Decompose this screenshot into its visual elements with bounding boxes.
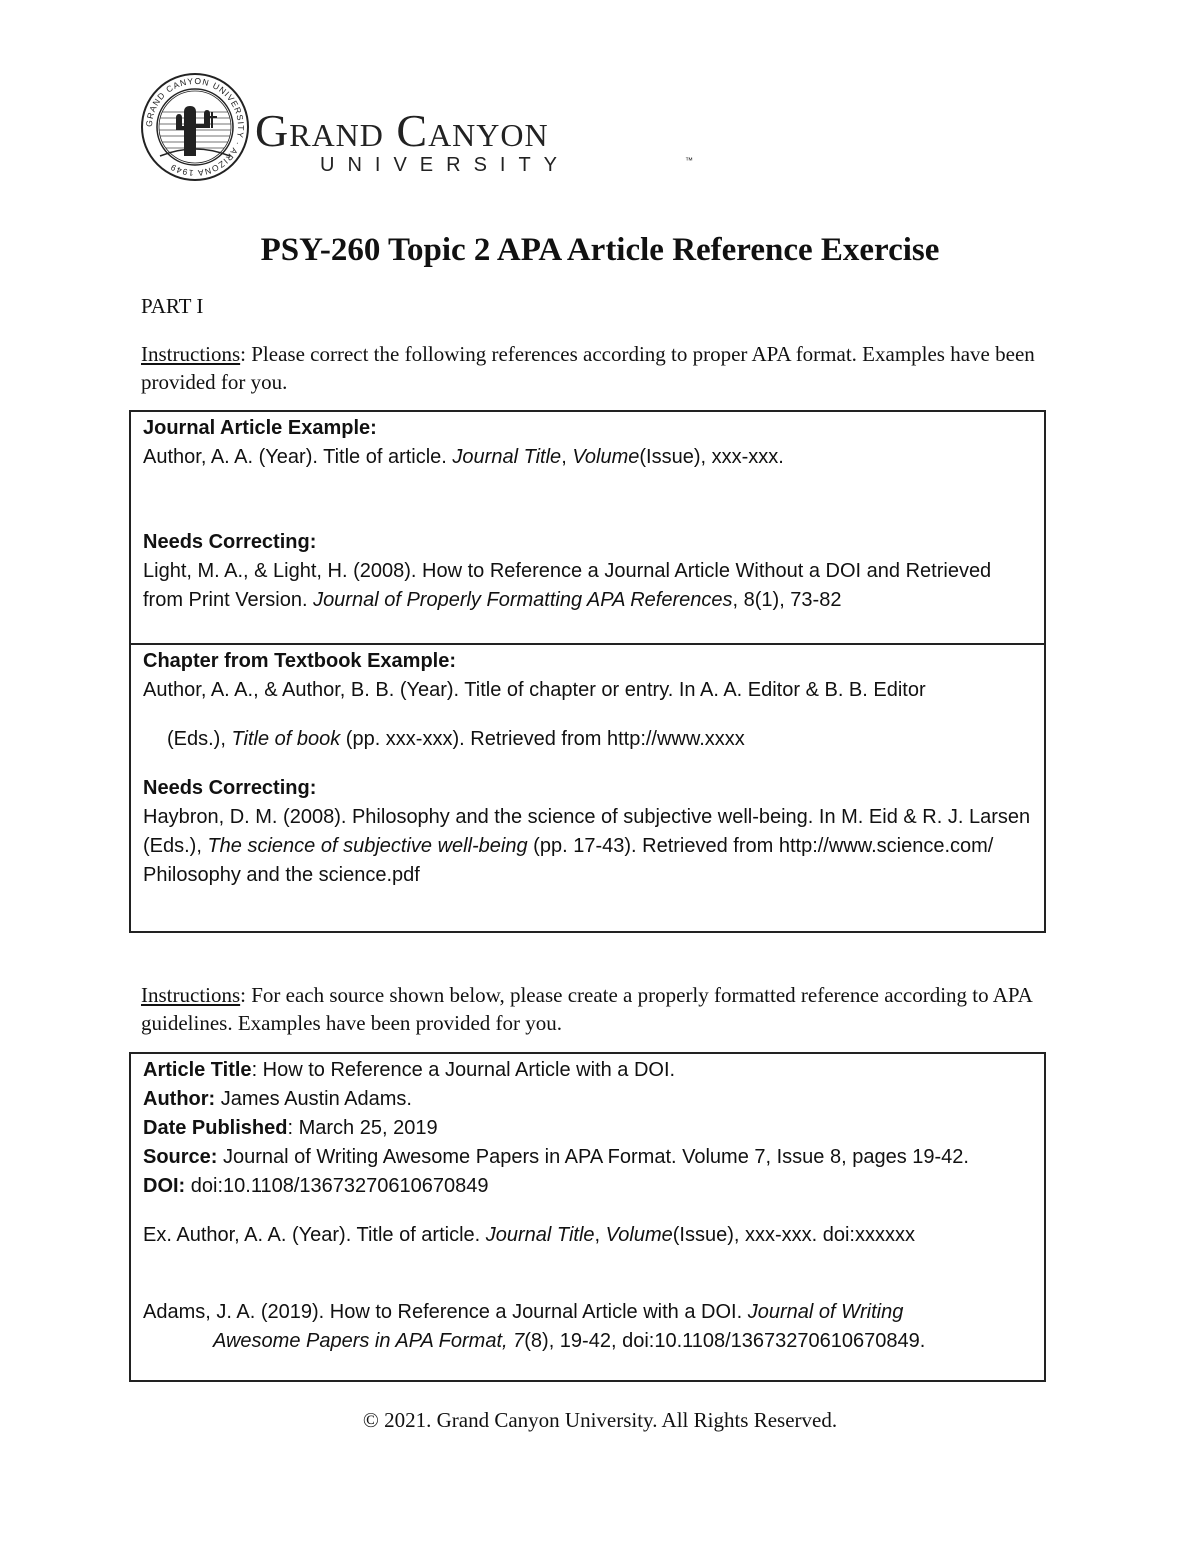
instructions-part1 xyxy=(141,340,1071,396)
source-row: Source: Journal of Writing Awesome Papers in APA Format. Volume 7, Issue 8, pages 19-42. xyxy=(143,1146,969,1168)
document-title: PSY-260 Topic 2 APA Article Reference Exercise xyxy=(260,232,940,268)
needs-correcting-heading: Needs Correcting: xyxy=(143,531,317,553)
part-heading: PART I xyxy=(141,294,204,318)
journal-article-box xyxy=(129,410,1046,645)
instructions-text: : For each source shown below, please create a properly formatted reference according to APA guidelines. Examples have been provided for you. xyxy=(141,983,1032,1035)
doi-article-box xyxy=(129,1052,1046,1382)
needs-correcting-reference: Haybron, D. M. (2008). Philosophy and the science of subjective well-being. In M. Eid & R. J. Larsen (Eds.), The science of subjective well-being (pp. 17-43). Retrieved from http://www.science.com/ Philosophy and the science.pdf xyxy=(143,806,1031,886)
logo-wordmark-line2: UNIVERSITY xyxy=(320,154,571,176)
instructions-label: Instructions xyxy=(141,342,241,366)
chapter-example-heading: Chapter from Textbook Example: xyxy=(143,650,457,672)
logo-wordmark-line1: Grand Canyon xyxy=(255,105,549,156)
instructions-text: : Please correct the following references according to proper APA format. Examples have been provided for you. xyxy=(141,342,1035,394)
answer-line2: Awesome Papers in APA Format, 7(8), 19-42, doi:10.1108/13673270610670849. xyxy=(213,1330,926,1352)
copyright-footer: © 2021. Grand Canyon University. All Rights Reserved. xyxy=(362,1408,838,1432)
example-format: Ex. Author, A. A. (Year). Title of article. Journal Title, Volume(Issue), xxx-xxx. doi:xxxxxx xyxy=(143,1224,915,1246)
trademark-symbol: ™ xyxy=(685,156,693,165)
article-title-row: Article Title: How to Reference a Journal Article with a DOI. xyxy=(143,1059,676,1081)
doi-row: DOI: doi:10.1108/13673270610670849 xyxy=(143,1175,489,1197)
university-logo xyxy=(140,72,693,182)
needs-correcting-reference: Light, M. A., & Light, H. (2008). How to Reference a Journal Article Without a DOI and Retrieved from Print Version. Journal of Properly Formatting APA References, 8(1), 73-82 xyxy=(143,560,992,611)
chapter-example-line1: Author, A. A., & Author, B. B. (Year). Title of chapter or entry. In A. A. Editor & B. B. Editor xyxy=(143,679,926,701)
svg-text:GRAND CANYON UNIVERSITY · ARIZ: GRAND CANYON UNIVERSITY · ARIZONA 1949 xyxy=(143,75,247,179)
textbook-chapter-box xyxy=(129,643,1046,933)
university-seal-icon xyxy=(140,72,250,182)
needs-correcting-heading: Needs Correcting: xyxy=(143,777,317,799)
date-row: Date Published: March 25, 2019 xyxy=(143,1117,438,1139)
journal-example-text: Author, A. A. (Year). Title of article. Journal Title, Volume(Issue), xxx-xxx. xyxy=(143,446,784,468)
instructions-label: Instructions xyxy=(141,983,241,1007)
journal-example-heading: Journal Article Example: xyxy=(143,417,377,439)
chapter-example-line2: (Eds.), Title of book (pp. xxx-xxx). Retrieved from http://www.xxxx xyxy=(167,728,745,750)
answer-line1: Adams, J. A. (2019). How to Reference a Journal Article with a DOI. Journal of Writing xyxy=(143,1301,904,1323)
author-row: Author: James Austin Adams. xyxy=(143,1088,412,1110)
instructions-part2 xyxy=(141,981,1071,1037)
